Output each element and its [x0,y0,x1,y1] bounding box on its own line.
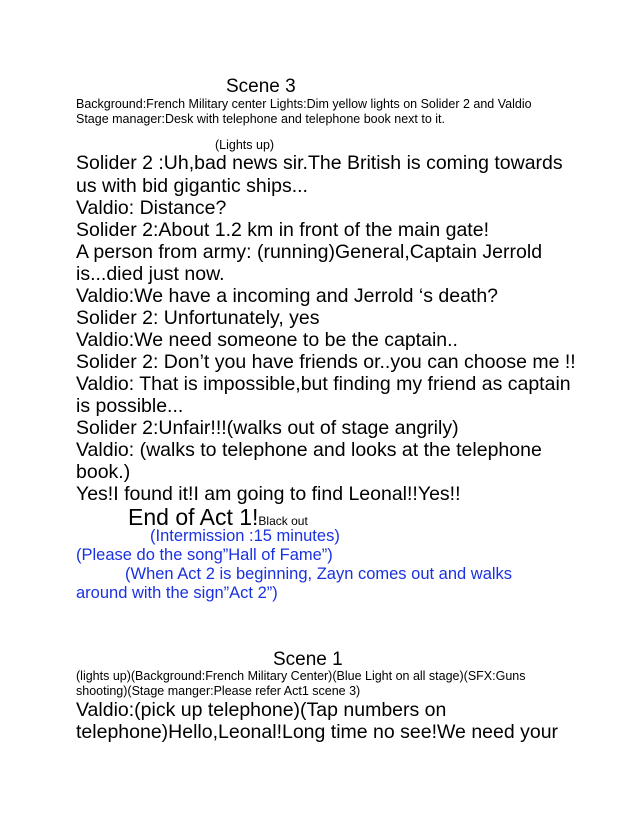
end-of-act-text: End of Act 1! [128,504,259,530]
dialogue-line: Solider 2:About 1.2 km in front of the main gate! [76,219,489,241]
dialogue-line: Solider 2:Unfair!!!(walks out of stage angrily) [76,417,459,439]
dialogue-line: Solider 2: Don’t you have friends or..you can choose me !! [76,351,576,373]
dialogue-line: Valdio: (walks to telephone and looks at the telephone [76,439,542,461]
dialogue-line: Yes!I found it!I am going to find Leonal!!Yes!! [76,483,461,505]
act-2-direction-line-1: (When Act 2 is beginning, Zayn comes out and walks [125,565,513,583]
dialogue-line: book.) [76,461,131,483]
scene-1-heading: Scene 1 [273,649,343,670]
dialogue-line: Valdio:(pick up telephone)(Tap numbers on [76,699,447,721]
act-2-direction-line-2: around with the sign”Act 2”) [76,584,278,602]
dialogue-line: telephone)Hello,Leonal!Long time no see!We need your [76,721,559,743]
dialogue-line: Valdio: Distance? [76,197,227,219]
end-of-act-1 [128,506,308,529]
song-direction: (Please do the song”Hall of Fame”) [76,546,333,564]
dialogue-line: Solider 2: Unfortunately, yes [76,307,320,329]
scene-1-direction-line-1: (lights up)(Background:French Military Center)(Blue Light on all stage)(SFX:Guns [76,669,526,683]
dialogue-line: Valdio:We have a incoming and Jerrold ‘s death? [76,285,499,307]
dialogue-line: is possible... [76,395,184,417]
dialogue-line: A person from army: (running)General,Captain Jerrold [76,241,543,263]
lights-up-direction: (Lights up) [215,138,275,152]
black-out-direction: Black out [258,514,308,528]
scene-1-direction-line-2: shooting)(Stage manger:Please refer Act1 scene 3) [76,684,361,698]
dialogue-line: is...died just now. [76,263,225,285]
dialogue-line: us with bid gigantic ships... [76,175,308,197]
scene-3-background: Background:French Military center Lights:Dim yellow lights on Solider 2 and Valdio [76,97,532,111]
dialogue-line: Solider 2 :Uh,bad news sir.The British is coming towards [76,152,563,174]
scene-3-stage-manager: Stage manager:Desk with telephone and telephone book next to it. [76,112,446,126]
scene-3-heading: Scene 3 [226,76,296,97]
intermission-text: (Intermission :15 minutes) [150,527,340,545]
dialogue-line: Valdio: That is impossible,but finding my friend as captain [76,373,571,395]
dialogue-line: Valdio:We need someone to be the captain.. [76,329,458,351]
